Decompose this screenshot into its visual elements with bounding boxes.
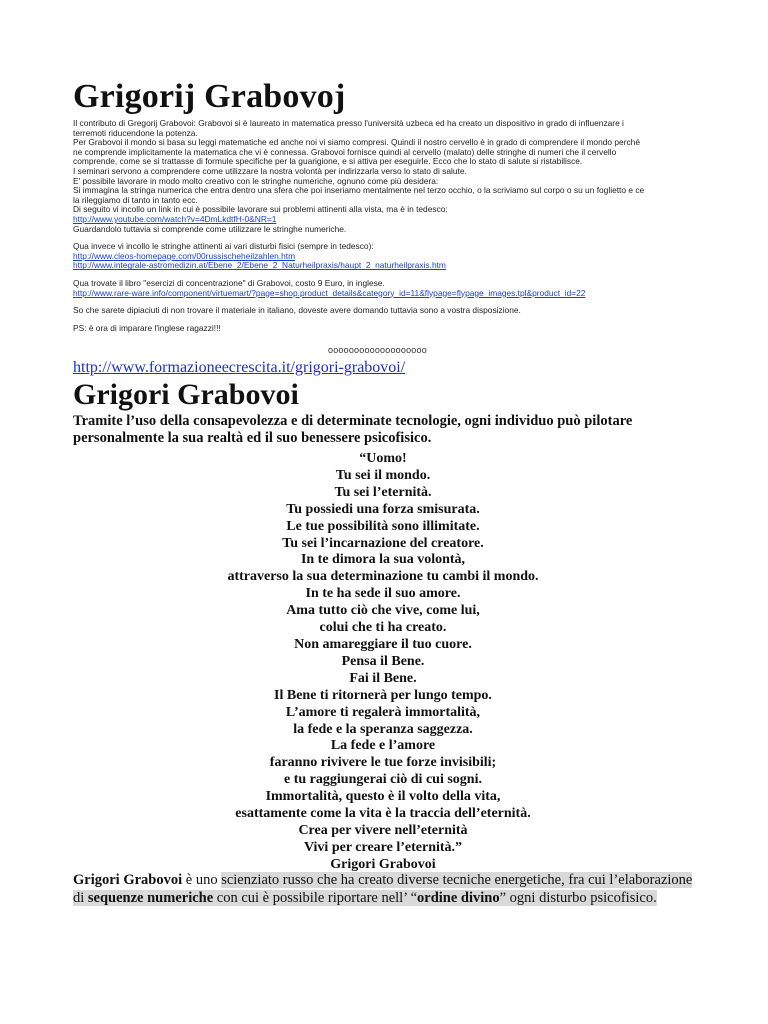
- highlighted-text: con cui è possibile riportare nell’ “: [213, 889, 418, 906]
- highlighted-text: scienziato russo che ha creato diverse tecniche energetiche, fra cui l’elaborazione di: [73, 872, 693, 906]
- poem-line: Tu sei l’incarnazione del creatore.: [282, 535, 484, 551]
- poem-line: Il Bene ti ritornerà per lungo tempo.: [274, 687, 492, 703]
- poem-line: L’amore ti regalerà immortalità,: [285, 704, 481, 720]
- text-line: Qua trovate il libro "esercizi di concentrazione" di Grabovoi, costo 9 Euro, in inglese.: [73, 277, 385, 288]
- final-text: è uno: [182, 872, 222, 888]
- text-line: terremoti riducendone la potenza.: [73, 127, 198, 138]
- poem-line: Le tue possibilità sono illimitate.: [286, 518, 480, 534]
- poem-line: Tu sei il mondo.: [335, 467, 431, 483]
- poem-line: Tu possiedi una forza smisurata.: [286, 501, 480, 517]
- rareware-link[interactable]: http://www.rare-ware.info/component/virtuemart/?page=shop.product_details&category_id=11&flypage=flypage_images.tpl&product_id=22: [73, 287, 586, 298]
- poem-line: faranno rivivere le tue forze invisibili;: [269, 755, 497, 771]
- text-line: Guardandolo tuttavia si comprende come utilizzare le stringhe numeriche.: [73, 223, 347, 234]
- page-title: Grigorij Grabovoj: [73, 78, 346, 115]
- poem-line: Vivi per creare l’eternità.”: [303, 839, 463, 855]
- text-line: E' possibile lavorare in modo molto creativo con le stringhe numeriche, ognuno come più desidera:: [73, 175, 439, 186]
- highlighted-bold: sequenze numeriche: [87, 889, 214, 906]
- integrale-link[interactable]: http://www.integrale-astromedizin.at/Ebene_2/Ebene_2_Naturheilpraxis/haupt_2_naturheilpraxis.htm: [73, 260, 446, 271]
- highlighted-bold: ordine divino: [417, 889, 500, 906]
- poem-line: la fede e la speranza saggezza.: [293, 721, 473, 737]
- final-paragraph: [73, 872, 693, 907]
- section-title: Grigori Grabovoi: [73, 378, 299, 411]
- poem-line: In te dimora la sua volontà,: [300, 552, 466, 568]
- highlighted-text: ” ogni disturbo psicofisico.: [499, 889, 657, 906]
- text-line: Si immagina la stringa numerica che entra dentro una sfera che poi inseriamo mentalmente nel terzo occhio, o la scriviamo sul corpo o su un foglietto e ce: [73, 185, 645, 196]
- final-name: Grigori Grabovoi: [73, 872, 183, 888]
- poem-author: Grigori Grabovoi: [330, 856, 436, 872]
- separator: ooooooooooooooooooo: [328, 345, 427, 355]
- text-line: la rileggiamo di tanto in tanto ecc.: [73, 194, 198, 205]
- poem-line: Crea per vivere nell’eternità: [298, 822, 468, 838]
- poem-line: colui che ti ha creato.: [319, 620, 447, 636]
- poem-line: Non amareggiare il tuo cuore.: [294, 636, 472, 652]
- text-line: ne comprende implicitamente la matematica che vi è connessa. Grabovoi fornisce quindi al cervello (malato) delle stringhe di numeri che il cervello: [73, 146, 617, 157]
- text-line: Per Grabovoi il mondo si basa su leggi matematiche ed anche noi vi siamo compresi. Quindi il nostro cervello è in grado di comprendere il mondo perché: [73, 137, 640, 148]
- text-line: I seminari servono a comprendere come utilizzare la nostra volontà per indirizzarla verso lo stato di salute.: [73, 165, 467, 176]
- text-line: Di seguito vi incollo un link in cui è possibile lavorare sui problemi attinenti alla vista, ma è in tedesco:: [73, 204, 448, 215]
- cleos-link[interactable]: http://www.cleos-homepage.com/00russischeheilzahlen.htm: [73, 250, 296, 261]
- youtube-link[interactable]: http://www.youtube.com/watch?v=4DmLkdtfH-0&NR=1: [73, 213, 277, 224]
- section-intro: Tramite l’uso della consapevolezza e di determinate tecnologie, ogni individuo può pilotare personalmente la sua realtà ed il suo benessere psicofisico.: [73, 413, 633, 446]
- poem-line: Pensa il Bene.: [341, 653, 425, 669]
- formazione-link[interactable]: http://www.formazioneecrescita.it/grigori-grabovoi/: [73, 359, 406, 376]
- text-line: Qua invece vi incollo le stringhe attinenti ai vari disturbi fisici (sempre in tedesco):: [73, 241, 374, 252]
- poem-line: Ama tutto ciò che vive, come lui,: [286, 603, 480, 619]
- poem-line: “Uomo!: [359, 451, 407, 466]
- poem-line: attraverso la sua determinazione tu cambi il mondo.: [227, 569, 539, 585]
- poem-line: Fai il Bene.: [349, 670, 417, 686]
- poem-line: esattamente come la vita è la traccia dell’eternità.: [235, 806, 531, 822]
- poem-line: e tu raggiungerai ciò di cui sogni.: [284, 772, 482, 788]
- intro-paragraph: [73, 119, 693, 333]
- poem: [73, 451, 693, 874]
- text-line: So che sarete dipiaciuti di non trovare il materiale in italiano, doveste avere domando tuttavia sono a vostra disposizione.: [73, 305, 521, 316]
- text-line: comprende, come se si trattasse di formule specifiche per la guarigione, e si attiva per eseguirle. Ecco che lo stato di salute si ristabilisce.: [73, 156, 583, 167]
- text-line: Il contributo di Gregorij Grabovoi: Grabovoi si è laureato in matematica presso l'università uzbeca ed ha creato un dispositivo in grado di influenzare i: [73, 118, 624, 128]
- poem-line: Tu sei l’eternità.: [334, 484, 432, 500]
- poem-line: Immortalità, questo è il volto della vita,: [265, 789, 501, 805]
- poem-line: In te ha sede il suo amore.: [305, 586, 461, 602]
- poem-line: La fede e l’amore: [330, 738, 436, 754]
- ps-line: PS: è ora di imparare l'inglese ragazzi!!!: [73, 322, 221, 333]
